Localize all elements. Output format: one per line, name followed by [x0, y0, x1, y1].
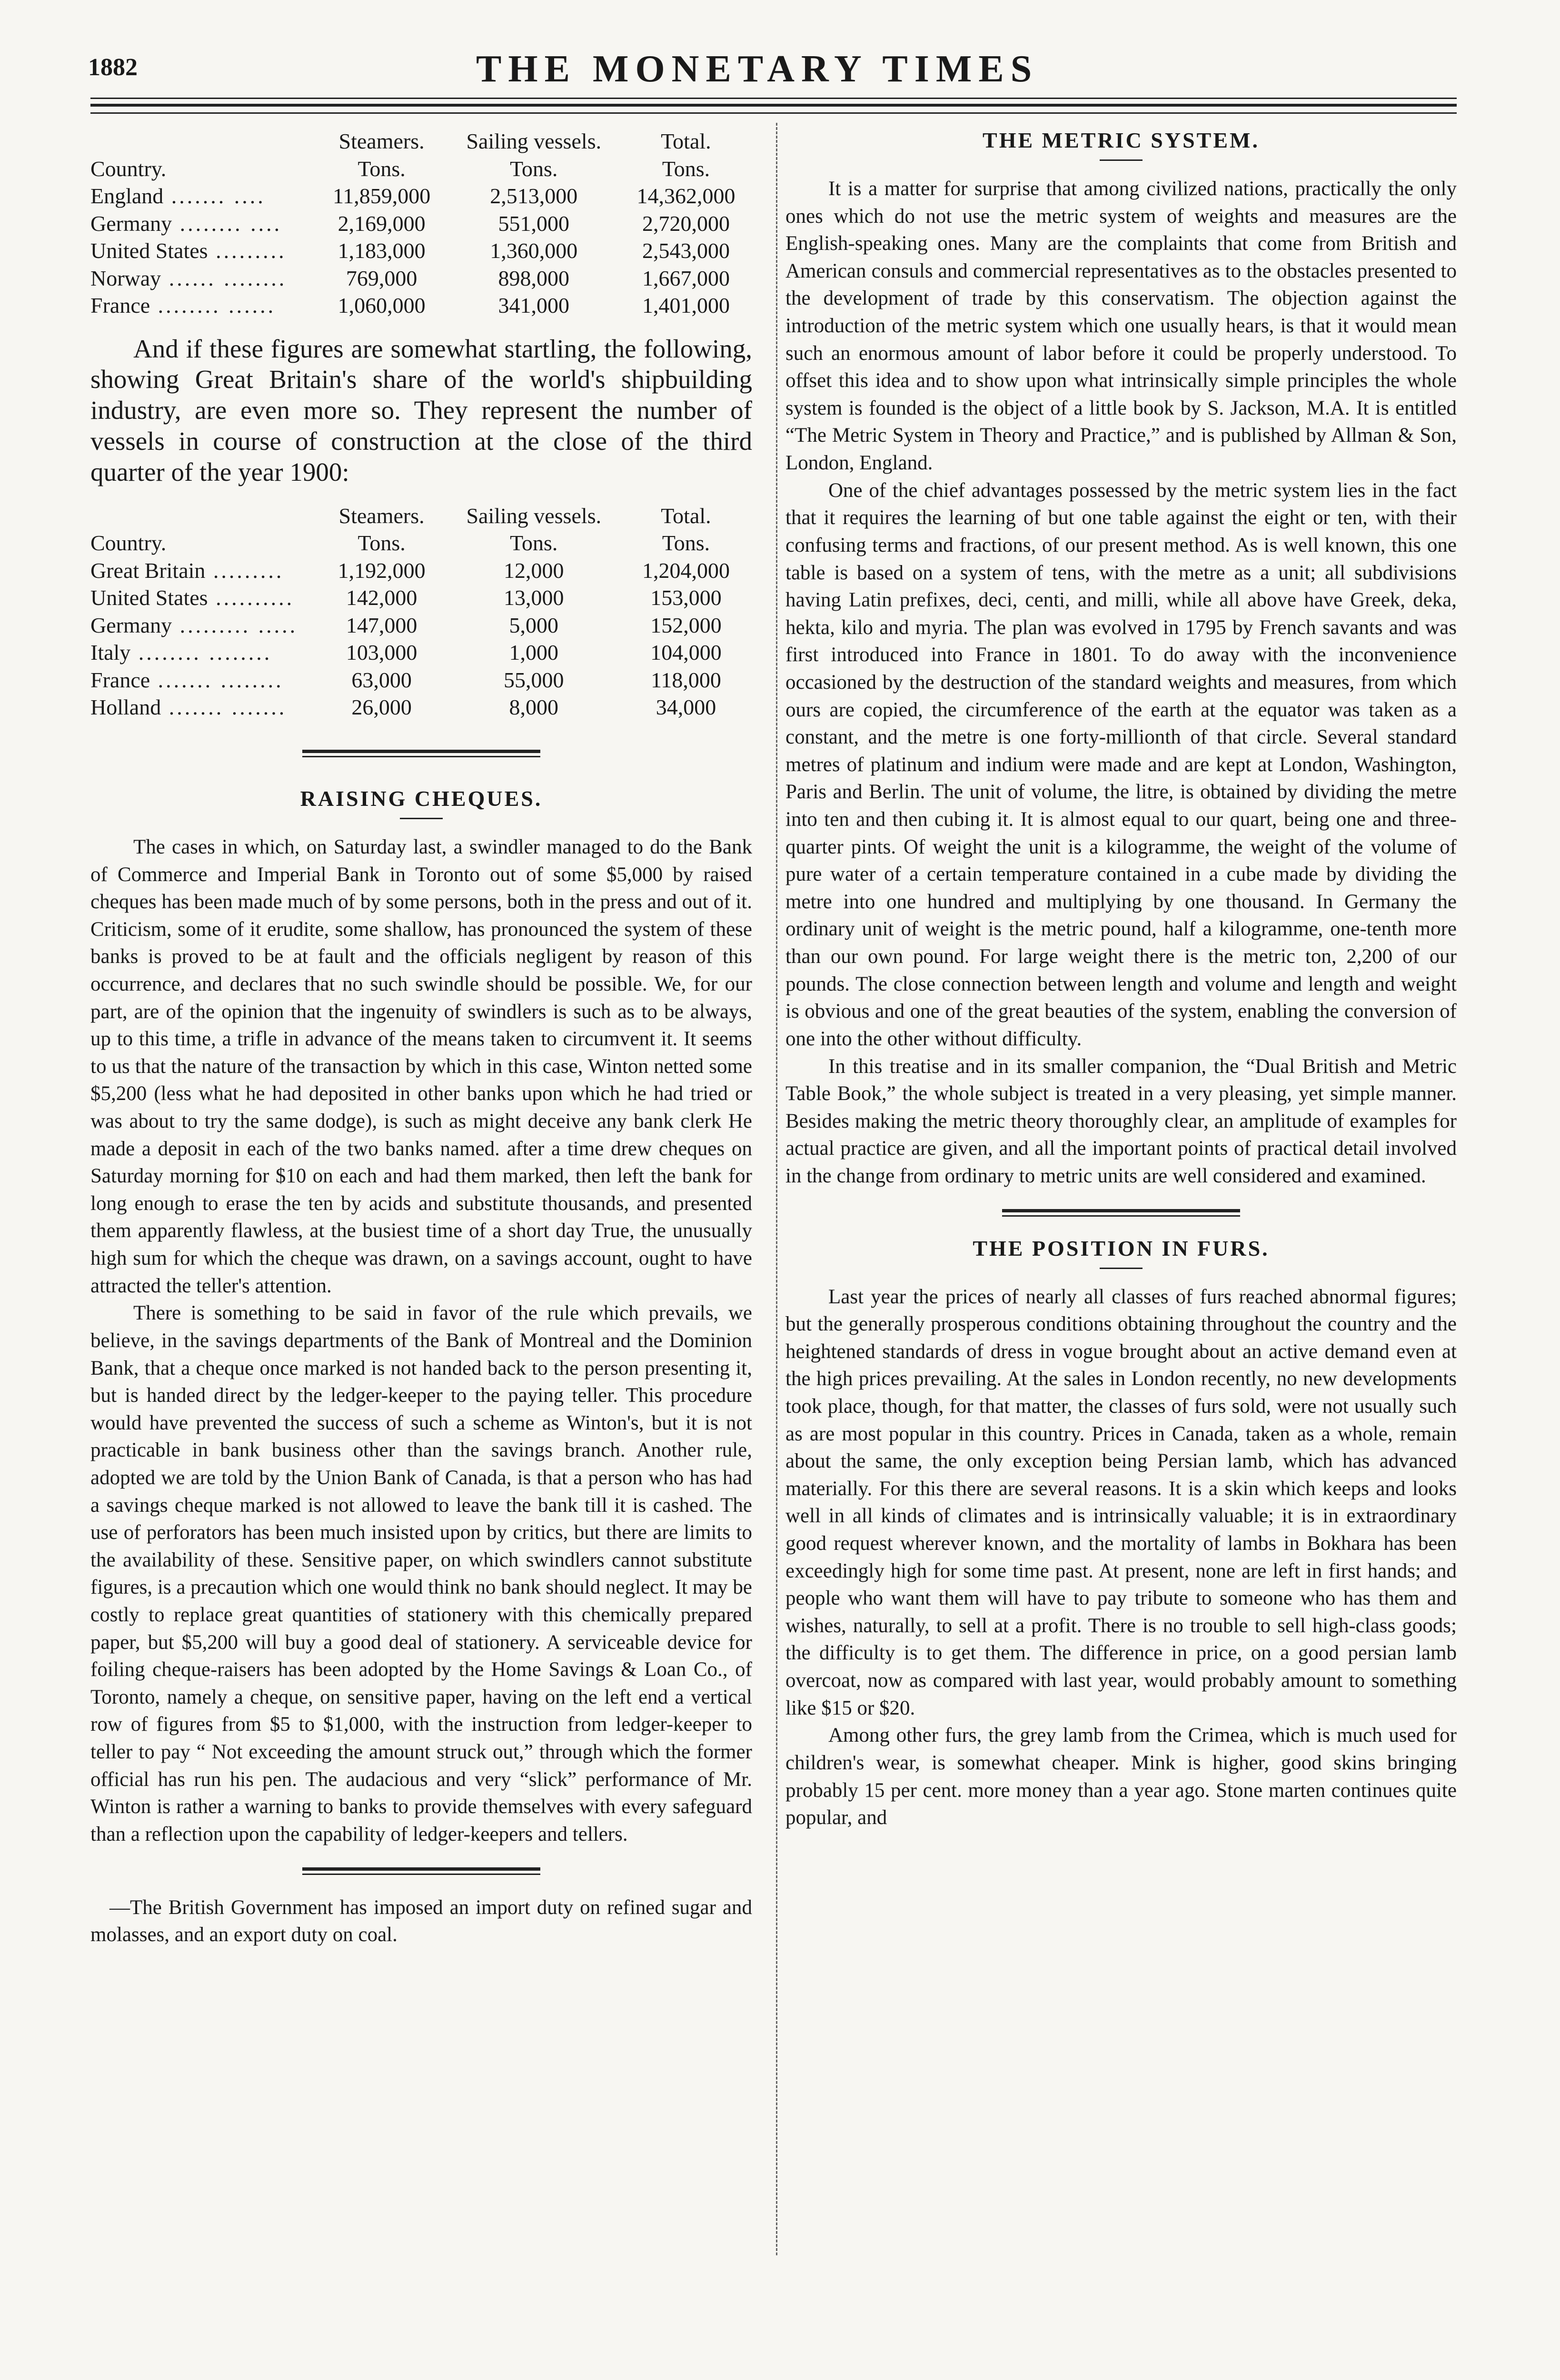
news-note: —The British Government has imposed an import duty on refined sugar and molasses, and an export duty on coal. [90, 1896, 752, 1946]
article-paragraph: It is a matter for surprise that among civilized nations, practically the only ones which do not use the metric system of weights and measures are the English-speaking ones. Many are the complaints that come from British and American consuls and commercial representatives as to the obstacles presented to the development of trade by this conservatism. The objection against the introduction of the metric system which one usually hears, is that it would mean such an enormous amount of labor before it could be properly understood. To offset this idea and to show upon what intrinsically simple principles the whole system is founded is the object of a little book by S. Jackson, M.A. It is entitled “The Metric System in Theory and Practice,” and is published by Allman & Son, London, England. [785, 178, 1457, 475]
table-row: France ........ ...... 1,060,000 341,000 1,401,000 [90, 293, 730, 317]
title-rule [1100, 159, 1143, 161]
page-number: 1882 [88, 54, 138, 81]
shipping-table-construction [90, 502, 752, 721]
table-row: Germany ........ .... 2,169,000 551,000 2,720,000 [90, 211, 730, 236]
col-steamers-header: Steamers. Tons. [338, 129, 425, 181]
col-steamers-header: Steamers. Tons. [338, 503, 425, 555]
col-country-header: Country. [90, 156, 167, 181]
column-divider [776, 123, 777, 2255]
table-row: Great Britain ......... 1,192,000 12,000 1,204,000 [90, 558, 730, 583]
table-row: United States .......... 142,000 13,000 153,000 [90, 585, 722, 610]
article-paragraph: Last year the prices of nearly all classes of furs reached abnormal figures; but the generally prosperous conditions obtaining throughout the country and the heightened standards of dress in vogue brought about an active demand even at the high prices prevailing. At the sales in London recently, no new developments took place, though, for that matter, the classes of furs sold, were not usually such as are most popular in this country. Prices in Canada, taken as a whole, remain about the same, the only exception being Persian lamb, which has advanced materially. For this there are several reasons. It is a skin which keeps and looks well in all kinds of climates and is intrinsically valuable; it is in extraordinary good request wherever known, and the mortality of lambs in Bokhara has been exceedingly high for some time past. At present, none are left in first hands; and people who want them will have to pay tribute to someone who has them and wishes, naturally, to sell at a profit. There is no trouble to sell high-class goods; the difficulty is to get them. The difference in price, on a good persian lamb overcoat, now as compared with last year, would probably amount to something like $15 or $20. [785, 1285, 1457, 1719]
article-paragraph: Among other furs, the grey lamb from the Crimea, which is much used for children's wear, is somewhat cheaper. Mink is higher, good skins bringing probably 15 per cent. more money than a year ago. Stone marten continues quite popular, and [785, 1724, 1457, 1829]
article-paragraph: The cases in which, on Saturday last, a swindler managed to do the Bank of Commerce and Imperial Bank in Toronto out of some $5,000 by raised cheques has been made much of by some persons, both in the press and out of it. Criticism, some of it erudite, some shallow, has pronounced the system of these banks is proved to be at fault and the officials negligent by reason of this occurrence, and declares that no such swindle should be possible. We, for our part, are of the opinion that the ingenuity of swindlers is such as to be always, up to this time, a trifle in advance of the means taken to circumvent it. It seems to us that the nature of the transaction by which in this case, Winton netted some $5,200 (less what he had deposited in other banks upon which he had tried or was about to try the same dodge), is such as might deceive any bank clerk He made a deposit in each of the two banks named. after a time drew cheques on Saturday morning for $10 on each and had them marked, then left the bank for long enough to erase the ten by acids and substitute thousands, and presented them apparently flawless, at the busiest time of a short day True, the unusually high sum for which the cheque was drawn, on a savings account, ought to have attracted the teller's attention. [90, 835, 752, 1297]
section-separator [1002, 1209, 1240, 1217]
col-total-header: Total. Tons. [661, 503, 711, 555]
raising-cheques-title: RAISING CHEQUES. [300, 786, 543, 811]
article-paragraph: One of the chief advantages possessed by the metric system lies in the fact that it requires the learning of but one table against the eight or ten, with their confusing terms and fractions, of our present method. As is well known, this one table is based on a system of tens, with the metre as a unit; all subdivisions having Latin prefixes, deci, centi, and milli, while all above have Greek, deka, hekta, kilo and myria. The plan was evolved in 1795 by French savants and was first introduced into France in 1801. To do away with the inconvenience occasioned by the destruction of the standard weights and measures, from which ours are copied, the circumference of the earth at the equator was taken as a constant, and the metre is one forty-millionth of that circle. Several standard metres of platinum and indium were made and are kept at London, Washington, Paris and Berlin. The unit of volume, the litre, is obtained by dividing the metre into ten and then cubing it. It is almost equal to our quart, being one and three-quarter pints. Of weight the unit is a kilogramme, the weight of the volume of pure water of a certain temperature contained in a cube made by dividing the metre into one hundred and multiplying by one thousand. In Germany the ordinary unit of weight is the metric pound, half a kilogramme, one-tenth more than our own pound. For large weight there is the metric ton, 2,200 of our pounds. The close connection between length and volume and length and weight is obvious and one of the great beauties of the system, enabling the conversion of one into the other without difficulty. [785, 479, 1457, 1050]
section-separator [302, 750, 540, 757]
metric-system-title: THE METRIC SYSTEM. [983, 128, 1260, 152]
col-country-header: Country. [90, 531, 167, 555]
shipping-table-tonnage [90, 128, 752, 319]
header-rule-thin [90, 98, 1457, 99]
intro-paragraph: And if these figures are somewhat startling, the following, showing Great Britain's share of the world's shipbuilding industry, are even more so. They represent the number of vessels in course of construction at the close of the third quarter of the year 1900: [90, 334, 752, 487]
table-row: France ....... ........ 63,000 55,000 118,000 [90, 667, 721, 692]
col-sailing-header: Sailing vessels. Tons. [466, 503, 602, 555]
masthead: THE MONETARY TIMES [476, 48, 1039, 90]
header-rule-bottom [90, 112, 1457, 114]
table-row: Germany ......... ..... 147,000 5,000 152,000 [90, 613, 722, 637]
article-paragraph: There is something to be said in favor of the rule which prevails, we believe, in the savings departments of the Bank of Montreal and the Dominion Bank, that a cheque once marked is not handed back to the person presenting it, but is handed direct by the ledger-keeper to the paying teller. This procedure would have prevented the success of such a scheme as Winton's, but it is not practicable in bank business other than the savings branch. Another rule, adopted we are told by the Union Bank of Canada, is that a person who has had a savings cheque marked is not allowed to leave the bank till it is cashed. The use of perforators has been much insisted upon by critics, but there are limits to the availability of these. Sensitive paper, on which swindlers cannot substitute figures, is a precaution which one would think no bank should neglect. It may be costly to replace great quantities of stationery with this chemically prepared paper, but $5,200 will buy a good deal of stationery. A serviceable device for foiling cheque-raisers has been adopted by the Home Savings & Loan Co., of Toronto, namely a cheque, on sensitive paper, having on the left end a vertical row of figures from $5 to $1,000, with the instruction from ledger-keeper to teller to pay “ Not exceeding the amount struck out,” through which the former official has run his pen. The audacious and very “slick” performance of Mr. Winton is rather a warning to banks to provide themselves with every safeguard than a reflection upon the capability of ledger-keepers and tellers. [90, 1302, 753, 1845]
title-rule [400, 818, 443, 819]
table-header-row [90, 502, 752, 557]
section-separator [302, 1867, 540, 1875]
title-rule [1100, 1268, 1143, 1269]
article-paragraph: In this treatise and in its smaller companion, the “Dual British and Metric Table Book,” the whole subject is treated in a very pleasing, yet simple manner. Besides making the metric theory thoroughly clear, an amplitude of examples for actual practice are given, and all the important points of practical detail involved in the change from ordinary to metric units are well considered and examined. [785, 1055, 1457, 1187]
right-column [785, 128, 1457, 1832]
furs-title: THE POSITION IN FURS. [973, 1236, 1270, 1260]
col-sailing-header: Sailing vessels. Tons. [466, 129, 602, 181]
table-row: Holland ....... ....... 26,000 8,000 34,000 [90, 695, 716, 720]
table-row: Italy ........ ........ 103,000 1,000 104,000 [90, 640, 722, 665]
header-rule-thick [90, 104, 1457, 107]
table-row: Norway ...... ........ 769,000 898,000 1,667,000 [90, 266, 730, 290]
table-row: England ....... .... 11,859,000 2,513,000 14,362,000 [90, 184, 735, 208]
col-total-header: Total. Tons. [661, 129, 711, 181]
left-column [90, 128, 752, 1949]
table-row: United States ......... 1,183,000 1,360,000 2,543,000 [90, 238, 730, 263]
table-header-row [90, 128, 752, 182]
